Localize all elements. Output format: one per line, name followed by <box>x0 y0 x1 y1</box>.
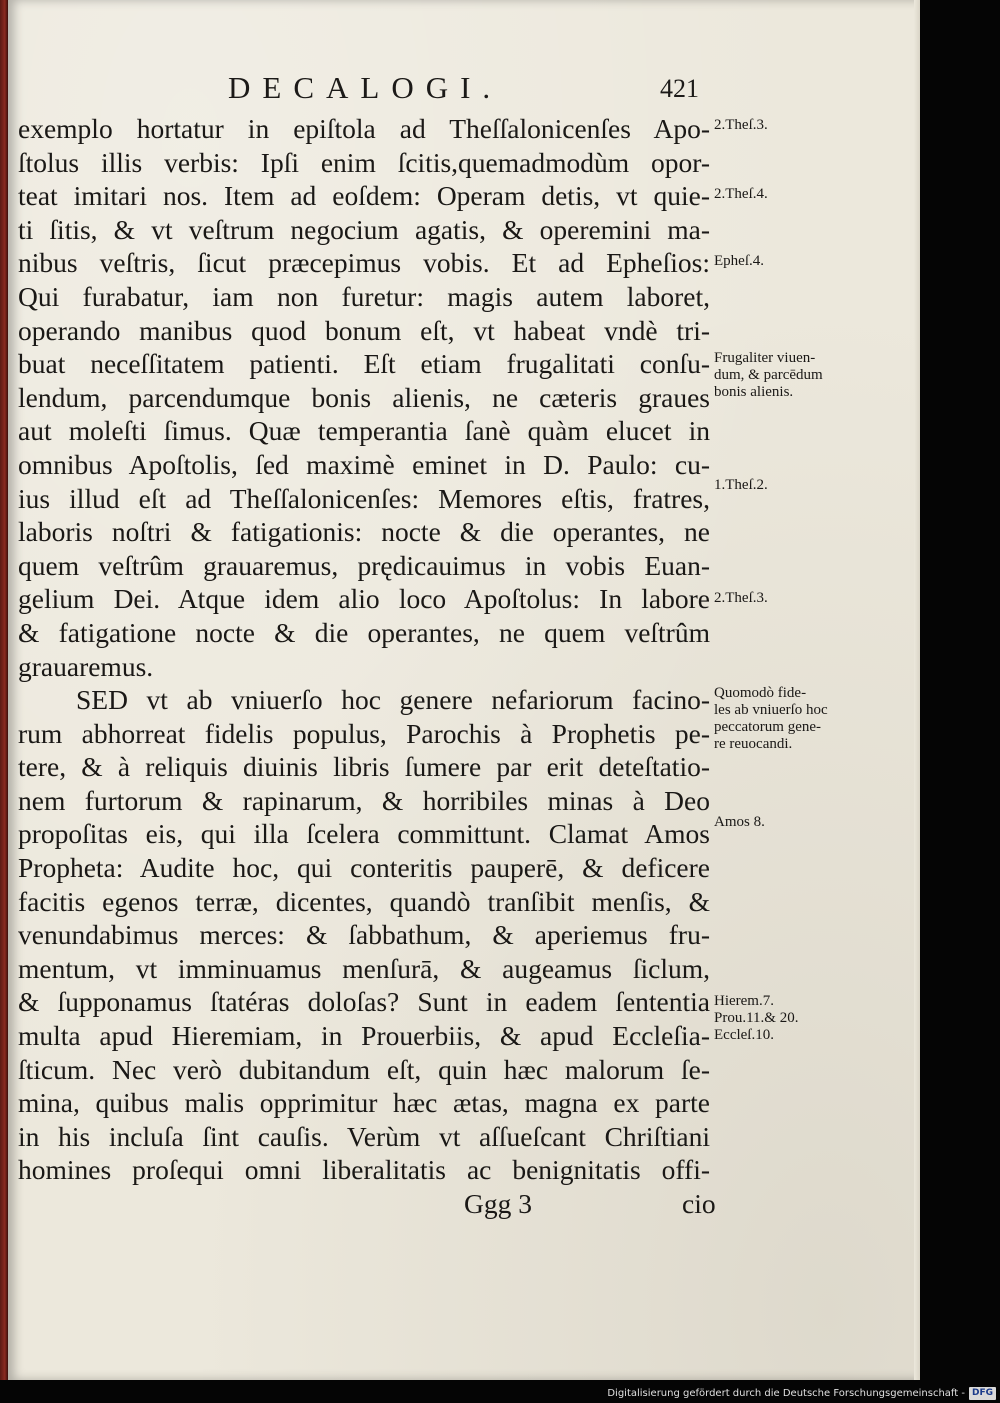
signature-mark: Ggg 3 <box>464 1188 532 1219</box>
text-line-16: & fatigatione nocte & die operantes, ne quem veſtrûm <box>18 616 710 648</box>
dfg-logo: DFG <box>969 1387 996 1400</box>
page-number: 421 <box>660 74 699 103</box>
text-line-9: lendum, parcendumque bonis alienis, ne cæteris graues <box>18 381 710 413</box>
text-line-18: SED vt ab vniuerſo hoc genere nefariorum facino- <box>76 684 710 716</box>
text-line-17: grauaremus. <box>18 650 154 682</box>
margin-note-2: 2.Theſ.4. <box>714 186 768 202</box>
margin-note-8: Amos 8. <box>714 814 765 830</box>
book-page <box>8 0 920 1380</box>
text-line-2: ſtolus illis verbis: Ipſi enim ſcitis,quemadmodùm opor- <box>18 146 710 178</box>
text-line-8: buat neceſſitatem patienti. Eſt etiam frugalitati conſu- <box>18 348 710 380</box>
text-line-32: homines proſequi omni liberalitatis ac benignitatis offi- <box>18 1154 710 1186</box>
text-line-31: in his incluſa ſint cauſis. Verùm vt aſſueſcant Chriſtiani <box>18 1120 710 1152</box>
text-line-22: propoſitas eis, qui illa ſcelera committunt. Clamat Amos <box>18 818 710 850</box>
book-spine <box>0 0 8 1380</box>
text-line-28: multa apud Hieremiam, in Prouerbiis, & apud Eccleſia- <box>18 1020 710 1052</box>
margin-note-1: 2.Theſ.3. <box>714 117 768 133</box>
margin-note-5: 1.Theſ.2. <box>714 477 768 493</box>
page-edge <box>914 0 920 1380</box>
text-line-25: venundabimus merces: & ſabbathum, & aperiemus fru- <box>18 919 710 951</box>
text-line-13: laboris noſtri & fatigationis: nocte & die operantes, ne <box>18 516 710 548</box>
catchword: cio <box>682 1188 716 1219</box>
text-line-19: rum abhorreat fidelis populus, Parochis à Prophetis pe- <box>18 717 710 749</box>
main-text-block <box>18 112 716 1221</box>
text-line-14: quem veſtrûm grauaremus, prędicauimus in vobis Euan- <box>18 549 710 581</box>
margin-note-9: Hierem.7. Prou.11.& 20. Eccleſ.10. <box>714 993 799 1043</box>
text-line-1: exemplo hortatur in epiſtola ad Theſſalonicenſes Apo- <box>18 113 710 144</box>
text-line-4: ti ſitis, & vt veſtrum negocium agatis, & operemini ma- <box>18 213 710 245</box>
text-line-3: teat imitari nos. Item ad eoſdem: Operam detis, vt quie- <box>18 180 710 212</box>
text-line-15: gelium Dei. Atque idem alio loco Apoſtolus: In labore <box>18 583 710 615</box>
text-line-7: operando manibus quod bonum eſt, vt habeat vndè tri- <box>18 314 710 346</box>
margin-notes <box>714 0 874 1380</box>
signature-line <box>18 1187 716 1221</box>
text-line-29: ſticum. Nec verò dubitandum eſt, quin hæc malorum ſe- <box>18 1053 710 1085</box>
text-line-12: ius illud eſt ad Theſſalonicenſes: Memores eſtis, fratres, <box>18 482 710 514</box>
text-line-5: nibus veſtris, ſicut præcepimus vobis. Et ad Epheſios: <box>18 247 710 279</box>
text-line-6: Qui furabatur, iam non furetur: magis autem laboret, <box>18 280 710 312</box>
text-line-27: & ſupponamus ſtatéras doloſas? Sunt in eadem ſententia <box>18 986 710 1018</box>
text-line-26: mentum, vt imminuamus menſurā, & augeamus ſiclum, <box>18 952 710 984</box>
text-line-24: facitis egenos terræ, dicentes, quandò tranſibit menſis, & <box>18 885 710 917</box>
text-line-30: mina, quibus malis opprimitur hæc ætas, magna ex parte <box>18 1087 710 1119</box>
text-line-21: nem furtorum & rapinarum, & horribiles minas à Deo <box>18 784 710 816</box>
funding-credit: Digitalisierung gefördert durch die Deutsche Forschungsgemeinschaft - <box>607 1388 965 1399</box>
running-title: DECALOGI. <box>228 70 503 105</box>
funding-footer <box>607 1387 996 1400</box>
text-line-10: aut moleſti ſimus. Quæ temperantia ſanè quàm elucet in <box>18 415 710 447</box>
margin-note-7: Quomodò fide- les ab vniuerſo hoc peccatorum gene- re reuocandi. <box>714 685 828 752</box>
text-line-11: omnibus Apoſtolis, ſed maximè eminet in D. Paulo: cu- <box>18 448 710 480</box>
margin-note-3: Epheſ.4. <box>714 253 764 269</box>
margin-note-6: 2.Theſ.3. <box>714 590 768 606</box>
text-line-20: tere, & à reliquis diuinis libris ſumere par erit deteſtatio- <box>18 751 710 783</box>
text-line-23: Propheta: Audite hoc, qui conteritis pauperē, & deficere <box>18 852 710 884</box>
margin-note-4: Frugaliter viuen- dum, & parcēdum bonis alienis. <box>714 350 823 400</box>
